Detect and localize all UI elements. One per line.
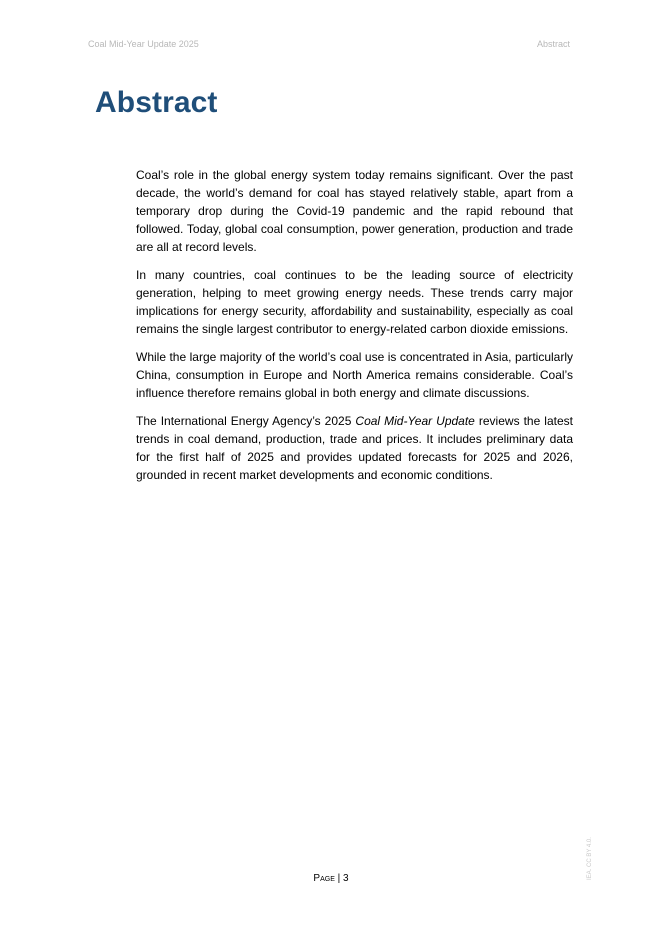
running-header-section: Abstract	[536, 39, 570, 49]
paragraph-3: While the large majority of the world’s coal use is concentrated in Asia, particularly China, consumption in Europe and North America remains considerable. Coal’s influence therefore remains global in both energy and climate discussions.	[136, 350, 573, 400]
paragraph-4-before: The International Energy Agency’s 2025	[136, 414, 356, 428]
paragraph-4	[136, 412, 573, 484]
paragraph-1: Coal’s role in the global energy system today remains significant. Over the past decade, the world’s demand for coal has stayed relatively stable, apart from a temporary drop during the Covid-19 pandemic and the rapid rebound that followed. Today, global coal consumption, power generation, production and trade are all at record levels.	[136, 168, 573, 254]
page-number	[0, 873, 662, 884]
page-separator: |	[334, 873, 344, 884]
license-credit: IEA. CC BY 4.0.	[587, 837, 593, 880]
report-title-emphasis: Coal Mid-Year Update	[355, 414, 475, 428]
page-label: Page	[313, 873, 335, 884]
paragraph-2: In many countries, coal continues to be the leading source of electricity generation, helping to meet growing energy needs. These trends carry major implications for energy security, affordability and sustainability, especially as coal remains the single largest contributor to energy-related carbon dioxide emissions.	[136, 268, 573, 336]
running-header-title: Coal Mid-Year Update 2025	[88, 39, 199, 49]
paragraph-4-after: reviews the latest trends in coal demand, production, trade and prices. It includes preliminary data for the first half of 2025 and provides updated forecasts for 2025 and 2026, grounded in recent market developments and economic conditions.	[136, 414, 573, 482]
page-number-value: 3	[343, 873, 349, 884]
abstract-body	[136, 166, 573, 494]
page-title: Abstract	[95, 86, 218, 119]
